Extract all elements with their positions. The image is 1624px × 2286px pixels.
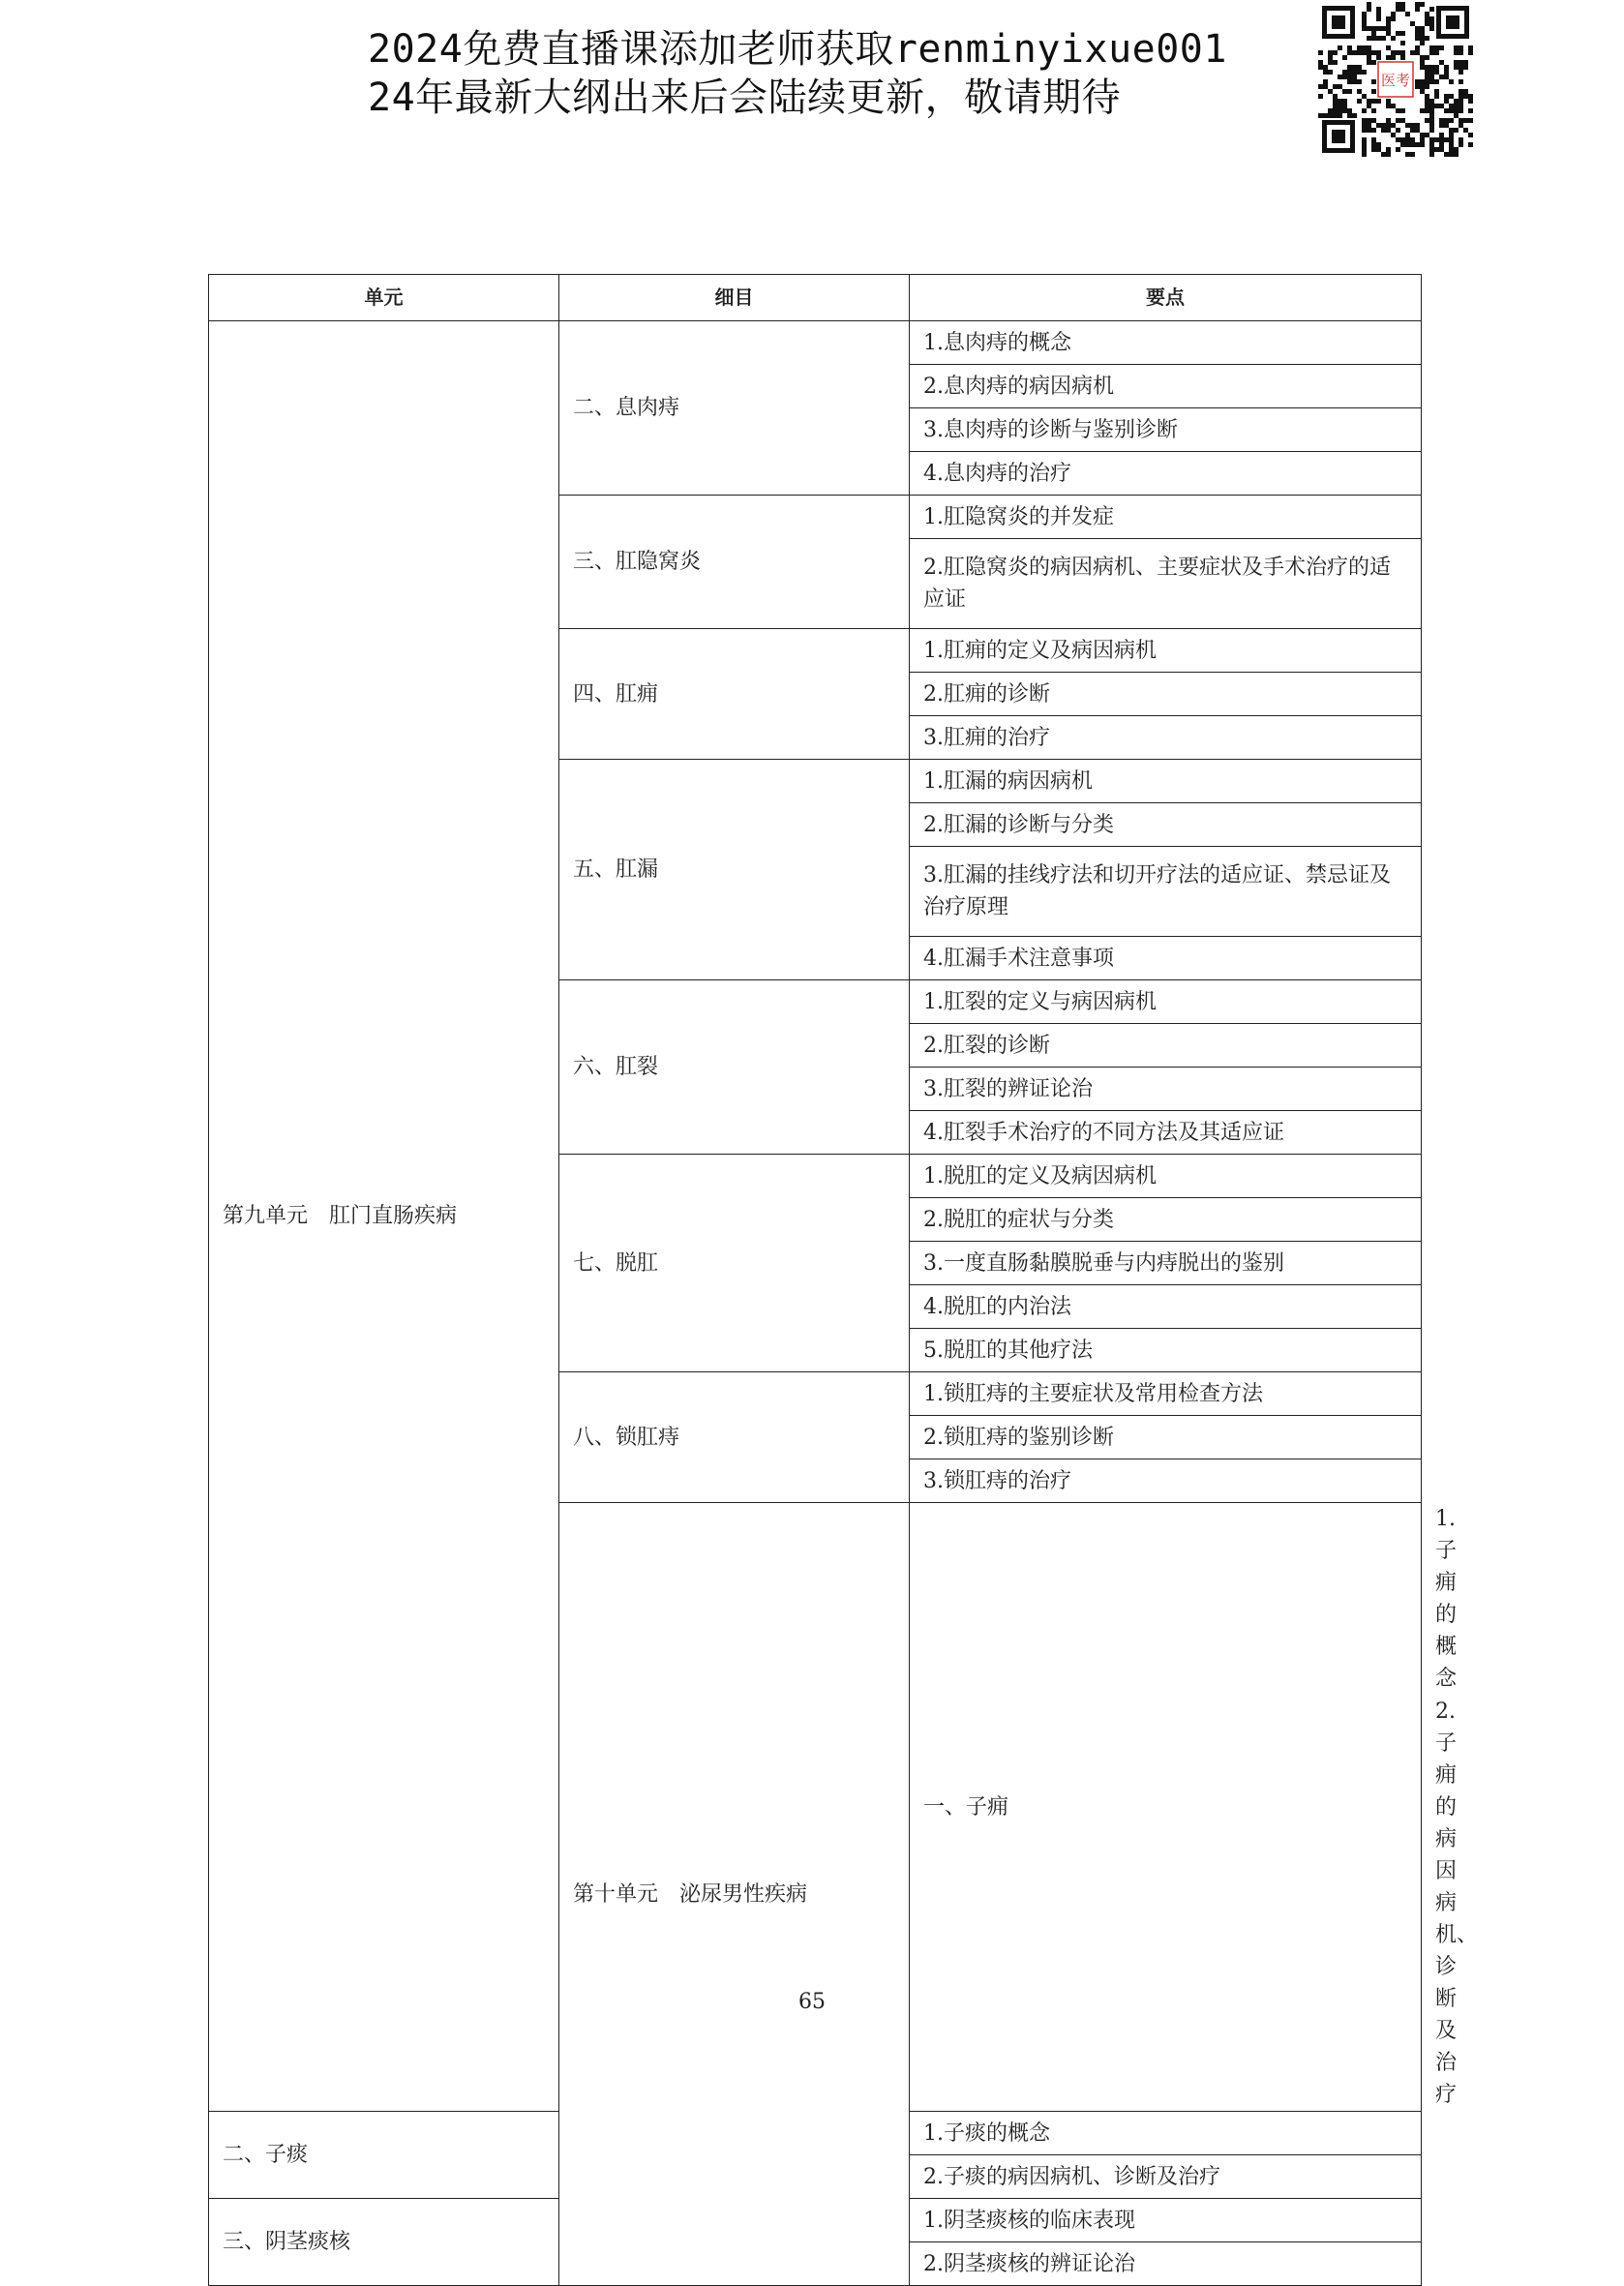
point-cell: 5.脱肛的其他疗法: [910, 1329, 1422, 1372]
point-cell: 2.脱肛的症状与分类: [910, 1198, 1422, 1242]
point-cell: 1.脱肛的定义及病因病机: [910, 1155, 1422, 1198]
point-cell: 2.肛隐窝炎的病因病机、主要症状及手术治疗的适应证: [910, 539, 1422, 629]
point-cell: 1.阴茎痰核的临床表现: [910, 2199, 1422, 2242]
banner-line-2: 24年最新大纲出来后会陆续更新，敬请期待: [368, 75, 1122, 120]
unit-cell: 第九单元 肛门直肠疾病: [209, 321, 559, 2112]
point-cell: 3.息肉痔的诊断与鉴别诊断: [910, 408, 1422, 452]
point-cell: 2.肛漏的诊断与分类: [910, 803, 1422, 847]
point-cell: 4.脱肛的内治法: [910, 1285, 1422, 1329]
item-cell: 八、锁肛痔: [559, 1372, 910, 1503]
table-row: 2.子痈的病因病机、诊断及治疗: [1435, 1699, 1479, 2107]
item-cell: 一、子痈: [910, 1503, 1422, 2112]
point-cell: 1.息肉痔的概念: [910, 321, 1422, 365]
item-cell: 三、阴茎痰核: [209, 2199, 559, 2286]
item-cell: 三、肛隐窝炎: [559, 496, 910, 629]
point-cell: 3.肛漏的挂线疗法和切开疗法的适应证、禁忌证及治疗原理: [910, 847, 1422, 937]
table-header-row: [209, 275, 1422, 321]
point-cell: 3.锁肛痔的治疗: [910, 1459, 1422, 1503]
point-cell: 2.息肉痔的病因病机: [910, 365, 1422, 408]
point-cell: 2.锁肛痔的鉴别诊断: [910, 1416, 1422, 1459]
unit-cell: 第十单元 泌尿男性疾病: [559, 1503, 910, 2286]
point-cell: 1.肛隐窝炎的并发症: [910, 496, 1422, 539]
point-cell: 1.肛裂的定义与病因病机: [910, 980, 1422, 1024]
point-cell: 4.肛裂手术治疗的不同方法及其适应证: [910, 1111, 1422, 1155]
item-cell: 五、肛漏: [559, 760, 910, 980]
banner-line-1: 2024免费直播课添加老师获取renminyixue001: [368, 27, 1227, 72]
point-cell: 3.肛痈的治疗: [910, 716, 1422, 760]
item-cell: 六、肛裂: [559, 980, 910, 1155]
header-unit: 单元: [209, 275, 559, 321]
point-cell: 1.肛痈的定义及病因病机: [910, 629, 1422, 673]
page-number: 65: [798, 1990, 826, 2014]
point-cell: 3.肛裂的辨证论治: [910, 1068, 1422, 1111]
point-cell: 2.阴茎痰核的辨证论治: [910, 2242, 1422, 2286]
point-cell: 1.肛漏的病因病机: [910, 760, 1422, 803]
item-cell: 七、脱肛: [559, 1155, 910, 1372]
item-cell: 四、肛痈: [559, 629, 910, 760]
header-points: 要点: [910, 275, 1422, 321]
point-cell: 3.一度直肠黏膜脱垂与内痔脱出的鉴别: [910, 1242, 1422, 1285]
point-cell: 1.子痰的概念: [910, 2112, 1422, 2155]
header-item: 细目: [559, 275, 910, 321]
point-cell: 2.子痰的病因病机、诊断及治疗: [910, 2155, 1422, 2199]
point-cell: 1.锁肛痔的主要症状及常用检查方法: [910, 1372, 1422, 1416]
qr-code-image: [1318, 2, 1473, 157]
promo-banner: [368, 25, 1316, 122]
point-cell: 4.息肉痔的治疗: [910, 452, 1422, 496]
table-row: 第十单元 泌尿男性疾病 一、子痈 1.子痈的概念: [209, 1503, 1422, 1696]
point-cell: 4.肛漏手术注意事项: [910, 937, 1422, 980]
item-cell: 二、子痰: [209, 2112, 559, 2199]
point-cell: 2.肛痈的诊断: [910, 673, 1422, 716]
qr-center-logo: 医考: [1380, 72, 1411, 89]
table-row: [209, 321, 1422, 365]
syllabus-table: [208, 274, 1479, 2286]
point-cell: 2.肛裂的诊断: [910, 1024, 1422, 1068]
item-cell: 二、息肉痔: [559, 321, 910, 496]
